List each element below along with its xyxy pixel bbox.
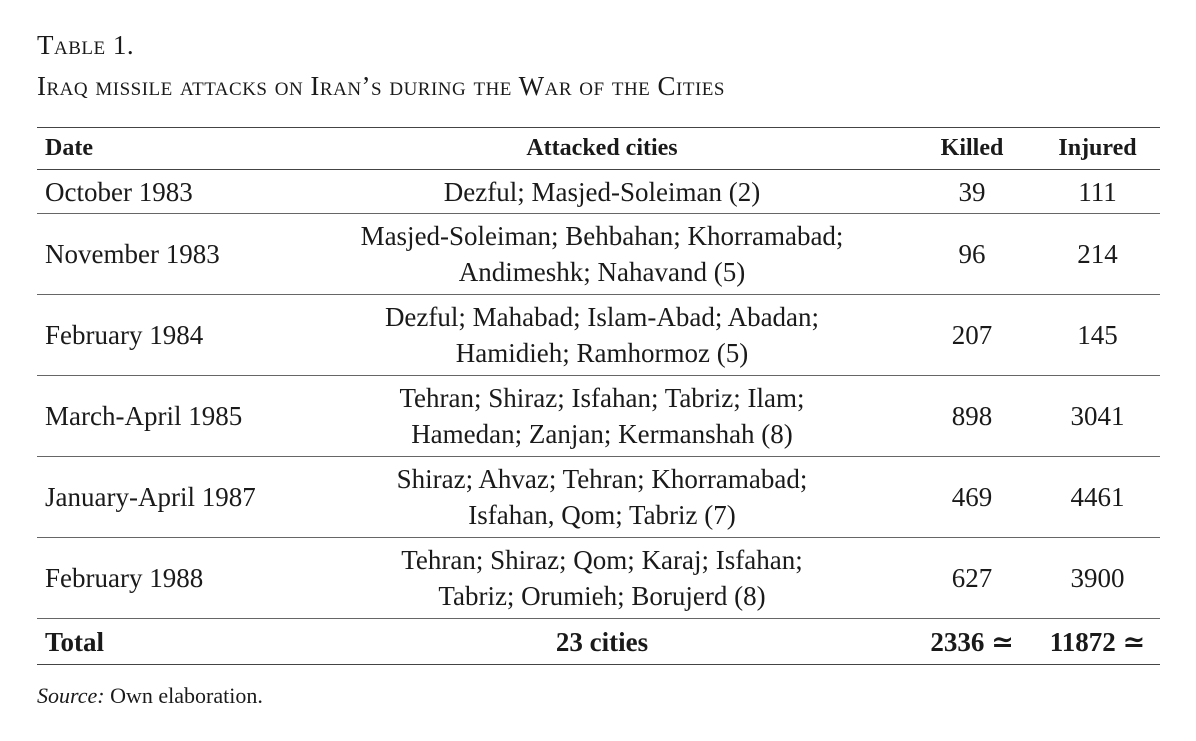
cities-line: Hamidieh; Ramhormoz (5)	[455, 338, 749, 368]
header-killed: Killed	[909, 128, 1035, 170]
table-row	[37, 376, 1160, 457]
cell-killed: 469	[909, 457, 1035, 538]
table-row	[37, 457, 1160, 538]
cities-line: Hamedan; Zanjan; Kermanshah (8)	[411, 419, 793, 449]
cell-injured: 3900	[1035, 538, 1160, 619]
cell-cities	[295, 295, 909, 376]
cell-injured: 145	[1035, 295, 1160, 376]
total-label: Total	[37, 619, 295, 665]
cell-killed: 96	[909, 214, 1035, 295]
cities-line: Dezful; Masjed-Soleiman (2)	[443, 176, 761, 207]
source-note	[37, 683, 263, 709]
cell-injured: 4461	[1035, 457, 1160, 538]
cell-killed: 898	[909, 376, 1035, 457]
table-title: Iraq missile attacks on Iran’s during the War of the Cities	[37, 71, 725, 101]
cell-cities	[295, 538, 909, 619]
header-injured: Injured	[1035, 128, 1160, 170]
cell-injured: 111	[1035, 170, 1160, 214]
source-label: Source:	[37, 683, 105, 708]
cell-injured: 3041	[1035, 376, 1160, 457]
header-row	[37, 128, 1160, 170]
table-number: Table 1.	[37, 30, 135, 60]
cell-date: February 1988	[37, 538, 295, 619]
total-cities: 23 cities	[295, 619, 909, 665]
cell-cities	[295, 376, 909, 457]
cell-killed: 627	[909, 538, 1035, 619]
table-row	[37, 170, 1160, 214]
cities-line: Masjed-Soleiman; Behbahan; Khorramabad;	[360, 221, 844, 251]
cities-line: Tabriz; Orumieh; Borujerd (8)	[438, 581, 766, 611]
cell-cities	[295, 170, 909, 214]
total-injured: 11872 ≃	[1035, 619, 1160, 665]
cities-line: Tehran; Shiraz; Isfahan; Tabriz; Ilam;	[399, 383, 805, 413]
cell-date: November 1983	[37, 214, 295, 295]
cell-date: March-April 1985	[37, 376, 295, 457]
cell-cities	[295, 214, 909, 295]
cities-line: Andimeshk; Nahavand (5)	[458, 257, 746, 287]
cities-line: Dezful; Mahabad; Islam-Abad; Abadan;	[384, 302, 820, 332]
missile-attacks-table	[37, 127, 1160, 665]
cities-line: Isfahan, Qom; Tabriz (7)	[468, 500, 736, 530]
source-text: Own elaboration.	[104, 683, 263, 708]
total-row	[37, 619, 1160, 665]
table-row	[37, 538, 1160, 619]
header-cities: Attacked cities	[295, 128, 909, 170]
cell-date: October 1983	[37, 170, 295, 214]
cell-cities	[295, 457, 909, 538]
table-row	[37, 295, 1160, 376]
cell-killed: 207	[909, 295, 1035, 376]
total-killed: 2336 ≃	[909, 619, 1035, 665]
cities-line: Tehran; Shiraz; Qom; Karaj; Isfahan;	[401, 545, 803, 575]
cell-date: January-April 1987	[37, 457, 295, 538]
cities-line: Shiraz; Ahvaz; Tehran; Khorramabad;	[396, 464, 808, 494]
cell-injured: 214	[1035, 214, 1160, 295]
table-row	[37, 214, 1160, 295]
header-date: Date	[37, 128, 295, 170]
cell-killed: 39	[909, 170, 1035, 214]
cell-date: February 1984	[37, 295, 295, 376]
